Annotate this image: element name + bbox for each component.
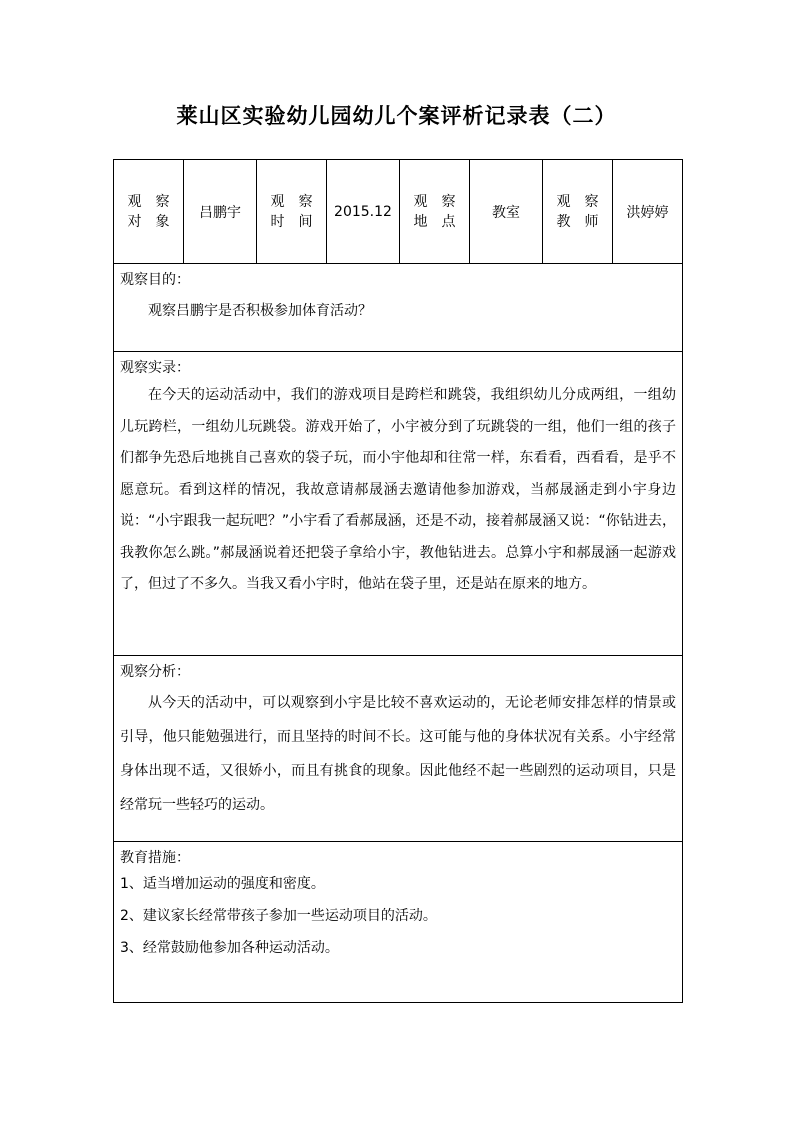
- measures-heading: 教育措施：: [120, 850, 190, 866]
- subject-value: 吕鹏宇: [184, 160, 257, 264]
- purpose-text: 观察吕鹏宇是否积极参加体育活动？: [148, 303, 372, 319]
- teacher-label-line-1: 观 察: [556, 193, 599, 210]
- time-label-cell: [257, 160, 327, 264]
- header-row: [114, 160, 683, 264]
- time-value: 2015.12: [327, 160, 400, 264]
- place-label-line-2: 地 点: [413, 213, 456, 230]
- place-value: 教室: [470, 160, 543, 264]
- analysis-row: [114, 656, 683, 842]
- place-label-line-1: 观 察: [413, 193, 456, 210]
- subject-label-cell: [114, 160, 184, 264]
- place-label-cell: [400, 160, 470, 264]
- purpose-row: [114, 264, 683, 352]
- analysis-text: 从今天的活动中，可以观察到小宇是比较不喜欢运动的，无论老师安排怎样的情景或引导，他只能勉强进行，而且坚持的时间不长。这可能与他的身体状况有关系。小宇经常身体出现不适，又很娇小，而且有挑食的现象。因此他经不起一些剧烈的运动项目，只是经常玩一些轻巧的运动。: [120, 695, 676, 813]
- measures-row: [114, 842, 683, 1003]
- record-section: [114, 352, 683, 656]
- measures-section: [114, 842, 683, 1003]
- document-title: 莱山区实验幼儿园幼儿个案评析记录表（二）: [176, 104, 617, 128]
- teacher-label-line-2: 教 师: [556, 213, 599, 230]
- teacher-value: 洪婷婷: [613, 160, 683, 264]
- measures-item-1: 1、适当增加运动的强度和密度。: [120, 876, 325, 892]
- measures-item-3: 3、经常鼓励他参加各种运动活动。: [120, 940, 339, 956]
- record-heading: 观察实录：: [120, 360, 190, 376]
- subject-label-line-2: 对 象: [127, 213, 170, 230]
- purpose-heading: 观察目的：: [120, 272, 190, 288]
- record-row: [114, 352, 683, 656]
- teacher-label-cell: [543, 160, 613, 264]
- record-text: 在今天的运动活动中，我们的游戏项目是跨栏和跳袋，我组织幼儿分成两组，一组幼儿玩跨栏，一组幼儿玩跳袋。游戏开始了，小宇被分到了玩跳袋的一组，他们一组的孩子们都争先恐后地挑自己喜欢的袋子玩，而小宇他却和往常一样，东看看，西看看，是乎不愿意玩。看到这样的情况，我故意请郝晟涵去邀请他参加游戏，当郝晟涵走到小宇身边说：“小宇跟我一起玩吧？”小宇看了看郝晟涵，还是不动，接着郝晟涵又说：“你钻进去，我教你怎么跳。”郝晟涵说着还把袋子拿给小宇，教他钻进去。总算小宇和郝晟涵一起游戏了，但过了不多久。当我又看小宇时，他站在袋子里，还是站在原来的地方。: [120, 387, 676, 592]
- purpose-section: [114, 264, 683, 352]
- analysis-heading: 观察分析：: [120, 664, 190, 680]
- analysis-section: [114, 656, 683, 842]
- record-table: [113, 159, 683, 1003]
- time-label-line-2: 时 间: [270, 213, 313, 230]
- measures-item-2: 2、建议家长经常带孩子参加一些运动项目的活动。: [120, 908, 437, 924]
- time-label-line-1: 观 察: [270, 193, 313, 210]
- subject-label-line-1: 观 察: [127, 193, 170, 210]
